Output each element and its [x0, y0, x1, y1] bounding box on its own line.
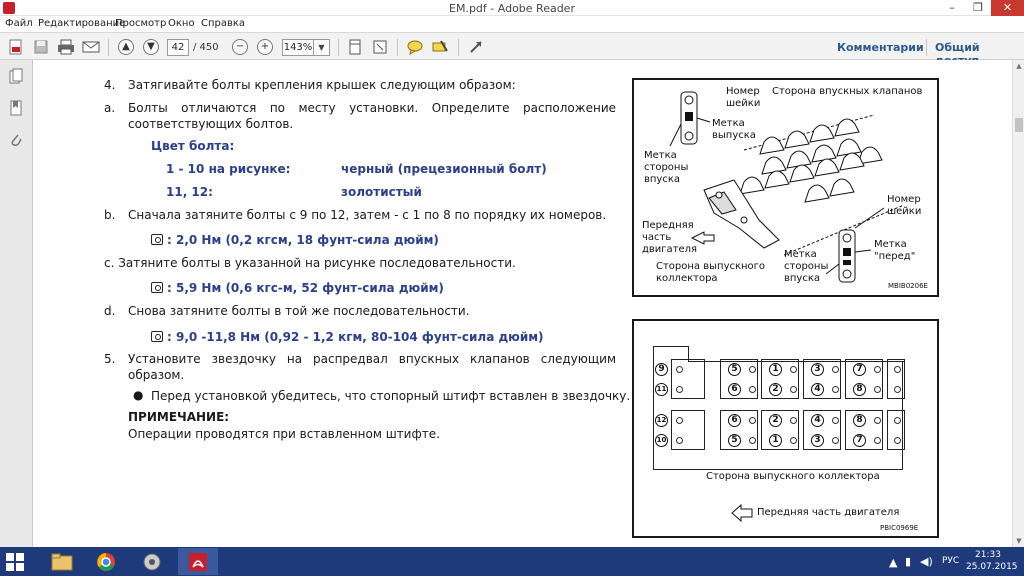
- start-button-windows-icon[interactable]: [6, 553, 24, 571]
- torque-value: : 2,0 Нм (0,2 кгсм, 18 фунт-сила дюйм): [167, 233, 439, 247]
- bolt-number: 10: [655, 434, 668, 447]
- fig-label: Сторона выпускного: [656, 261, 766, 272]
- toolbar-separator: [338, 39, 339, 56]
- menu-bar: [0, 16, 1024, 32]
- fig-label: выпуска: [712, 130, 756, 141]
- adobe-reader-icon: [188, 552, 208, 572]
- bolt-hole: [790, 437, 797, 444]
- torque-wrench-icon: [151, 282, 163, 293]
- figure-camshaft-caps: [632, 78, 939, 297]
- scroll-thumb[interactable]: [1015, 118, 1023, 132]
- bolt-number: 1: [769, 363, 782, 376]
- note-title: ПРИМЕЧАНИЕ:: [128, 410, 230, 424]
- zoom-dropdown-chevron-icon[interactable]: ▼: [314, 39, 330, 56]
- fig-label: Номер: [726, 86, 760, 97]
- figure-code: MBIB0206E: [888, 282, 928, 290]
- fig-label: Сторона впускных клапанов: [772, 86, 923, 97]
- fig-label: Передняя часть двигателя: [757, 507, 900, 518]
- list-number: 4.: [104, 78, 116, 92]
- torque-wrench-icon: [151, 331, 163, 342]
- bolt-hole: [832, 386, 839, 393]
- bolt-hole: [874, 386, 881, 393]
- fig-label: стороны: [784, 261, 829, 272]
- fig-label: Метка: [784, 249, 817, 260]
- create-pdf-icon[interactable]: [6, 37, 26, 57]
- torque-spec: [151, 281, 444, 295]
- menu-edit[interactable]: Редактирование: [38, 18, 126, 29]
- toolbar: [0, 32, 1024, 60]
- fig-label: Передняя: [642, 220, 694, 231]
- paragraph: Сначала затяните болты с 9 по 12, затем - с 1 по 8 по порядку их номеров.: [128, 208, 607, 222]
- torque-wrench-icon: [151, 234, 163, 245]
- bolt-hole: [832, 417, 839, 424]
- torque-spec: [151, 233, 439, 247]
- zoom-in-icon[interactable]: +: [255, 37, 275, 57]
- list-number: 5.: [104, 352, 116, 366]
- bolt-hole: [676, 437, 683, 444]
- torque-spec: [151, 330, 544, 344]
- bolt-hole: [874, 366, 881, 373]
- figure-code: PBIC0969E: [880, 524, 919, 532]
- chrome-icon: [96, 552, 116, 572]
- menu-help[interactable]: Справка: [201, 18, 246, 29]
- menu-view[interactable]: Просмотр: [115, 18, 167, 29]
- bolt-hole: [749, 417, 756, 424]
- taskbar-media-player[interactable]: [132, 548, 172, 575]
- bolt-hole: [894, 437, 901, 444]
- bolt-hole: [676, 366, 683, 373]
- camshaft-cap-outline: [887, 359, 905, 399]
- bolt-row-label: 1 - 10 на рисунке:: [166, 162, 291, 176]
- camshaft-cap-outline: [671, 359, 705, 399]
- bolt-hole: [894, 386, 901, 393]
- close-button[interactable]: ✕: [991, 0, 1024, 16]
- menu-window[interactable]: Окно: [168, 18, 195, 29]
- tray-up-arrow-icon[interactable]: ▲: [889, 556, 898, 569]
- fit-page-icon[interactable]: [345, 37, 365, 57]
- fig-label: коллектора: [656, 273, 718, 284]
- fig-label: "перед": [874, 251, 916, 262]
- minimize-button[interactable]: –: [949, 1, 955, 14]
- menu-file[interactable]: Файл: [5, 18, 33, 29]
- previous-page-icon[interactable]: ▲: [116, 37, 136, 57]
- document-page[interactable]: [33, 60, 1012, 547]
- bolt-hole: [790, 386, 797, 393]
- attachments-icon[interactable]: [8, 132, 24, 148]
- taskbar: [0, 547, 1024, 576]
- vertical-scrollbar[interactable]: [1012, 60, 1024, 547]
- taskbar-file-explorer[interactable]: [42, 548, 82, 575]
- bolt-number: 5: [728, 434, 741, 447]
- scroll-up-icon[interactable]: ▲: [1016, 62, 1022, 70]
- bolt-hole: [874, 417, 881, 424]
- folder-icon: [51, 553, 73, 571]
- fig-label: Метка: [874, 239, 907, 250]
- bolt-hole: [749, 437, 756, 444]
- bolt-number: 2: [769, 414, 782, 427]
- bolt-number: 3: [811, 363, 824, 376]
- taskbar-adobe-reader[interactable]: [178, 548, 218, 575]
- bullet-icon: ●: [133, 388, 144, 402]
- bolt-hole: [874, 437, 881, 444]
- bolt-number: 8: [853, 383, 866, 396]
- media-icon: [142, 552, 162, 572]
- figure-bolt-sequence: [632, 319, 939, 538]
- taskbar-chrome[interactable]: [86, 548, 126, 575]
- clock-date[interactable]: 25.07.2015: [966, 562, 1018, 572]
- torque-value: : 5,9 Нм (0,6 кгс-м, 52 фунт-сила дюйм): [167, 281, 444, 295]
- clock-time[interactable]: 21:33: [975, 550, 1001, 560]
- toolbar-separator: [108, 39, 109, 56]
- fig-label: впуска: [644, 174, 681, 185]
- highlight-icon[interactable]: [430, 37, 450, 57]
- bolt-number: 1: [769, 434, 782, 447]
- fig-label: Сторона выпускного коллектора: [706, 471, 880, 482]
- fig-label: впуска: [784, 273, 821, 284]
- bolt-hole: [894, 417, 901, 424]
- expand-tools-icon[interactable]: [466, 37, 486, 57]
- bolt-hole: [832, 437, 839, 444]
- bolt-number: 4: [811, 414, 824, 427]
- next-page-icon[interactable]: ▼: [141, 37, 161, 57]
- bolt-number: 6: [728, 383, 741, 396]
- page-number-input[interactable]: 42: [167, 39, 189, 56]
- bolt-hole: [676, 417, 683, 424]
- fig-label: Номер: [887, 194, 921, 205]
- bolt-hole: [676, 386, 683, 393]
- bolt-hole: [749, 386, 756, 393]
- window-title: EM.pdf - Adobe Reader: [449, 2, 575, 15]
- paragraph: Болты отличаются по месту установки. Определите расположение: [128, 101, 616, 115]
- zoom-out-icon[interactable]: −: [230, 37, 250, 57]
- bolt-row-label: 11, 12:: [166, 185, 213, 199]
- left-arrow-icon: [731, 504, 753, 522]
- bolt-hole: [749, 366, 756, 373]
- bolt-color-header: Цвет болта:: [151, 139, 235, 153]
- bolt-number: 9: [655, 363, 668, 376]
- bolt-number: 5: [728, 363, 741, 376]
- print-icon[interactable]: [56, 37, 76, 57]
- fig-label: шейки: [726, 98, 761, 109]
- fig-label: Метка: [644, 150, 677, 161]
- fig-label: Метка: [712, 118, 745, 129]
- camshaft-cap-outline: [671, 410, 705, 450]
- fig-label: стороны: [644, 162, 689, 173]
- bolt-number: 12: [655, 414, 668, 427]
- bolt-number: 8: [853, 414, 866, 427]
- full-screen-icon[interactable]: [370, 37, 390, 57]
- title-bar: [0, 0, 1024, 16]
- list-number: b.: [104, 208, 116, 222]
- bolt-number: 7: [853, 434, 866, 447]
- bolt-hole: [790, 366, 797, 373]
- bolt-hole: [832, 366, 839, 373]
- comment-icon[interactable]: [405, 37, 425, 57]
- bolt-hole: [894, 366, 901, 373]
- bolt-row-value: черный (прецезионный болт): [341, 162, 547, 176]
- torque-value: : 9,0 -11,8 Нм (0,92 - 1,2 кгм, 80-104 фунт-сила дюйм): [167, 330, 544, 344]
- bolt-number: 2: [769, 383, 782, 396]
- bolt-number: 7: [853, 363, 866, 376]
- list-number: d.: [104, 304, 116, 318]
- paragraph: Снова затяните болты в той же последовательности.: [128, 304, 470, 318]
- fig-label: часть: [642, 232, 672, 243]
- paragraph: соответствующих болтов.: [128, 117, 294, 131]
- email-icon[interactable]: [81, 37, 101, 57]
- camshaft-cap-outline: [887, 410, 905, 450]
- fig-label: шейки: [887, 206, 922, 217]
- paragraph: c. Затяните болты в указанной на рисунке последовательности.: [104, 256, 516, 270]
- bookmarks-icon[interactable]: [8, 100, 24, 116]
- bolt-layout-board: [653, 346, 903, 470]
- paragraph: образом.: [128, 368, 185, 382]
- bolt-row-value: золотистый: [341, 185, 422, 199]
- fig-label: двигателя: [642, 244, 698, 255]
- input-language[interactable]: РУС: [942, 556, 960, 566]
- scroll-down-icon[interactable]: ▼: [1016, 537, 1022, 545]
- zoom-level-input[interactable]: 143%: [282, 39, 314, 56]
- paragraph: Затягивайте болты крепления крышек следующим образом:: [128, 78, 516, 92]
- toolbar-separator: [458, 39, 459, 56]
- share-button[interactable]: Общий: [935, 41, 980, 54]
- bolt-number: 11: [655, 383, 668, 396]
- network-icon[interactable]: ▮: [905, 555, 912, 568]
- paragraph: Операции проводятся при вставленном штифте.: [128, 427, 440, 441]
- toolbar-separator: [397, 39, 398, 56]
- volume-icon[interactable]: ◀): [920, 555, 933, 568]
- comments-button[interactable]: Комментарии: [837, 41, 924, 54]
- bolt-number: 6: [728, 414, 741, 427]
- list-number: a.: [104, 101, 116, 115]
- toolbar-separator: [926, 39, 927, 56]
- maximize-button[interactable]: ❐: [973, 1, 983, 14]
- bolt-hole: [790, 417, 797, 424]
- page-thumbnails-icon[interactable]: [8, 68, 24, 84]
- paragraph: Установите звездочку на распредвал впускных клапанов следующим: [128, 352, 616, 366]
- bolt-number: 4: [811, 383, 824, 396]
- page-total: / 450: [193, 42, 219, 53]
- navigation-panel: [0, 60, 33, 547]
- save-icon[interactable]: [31, 37, 51, 57]
- paragraph: Перед установкой убедитесь, что стопорный штифт вставлен в звездочку.: [151, 389, 631, 403]
- bolt-number: 3: [811, 434, 824, 447]
